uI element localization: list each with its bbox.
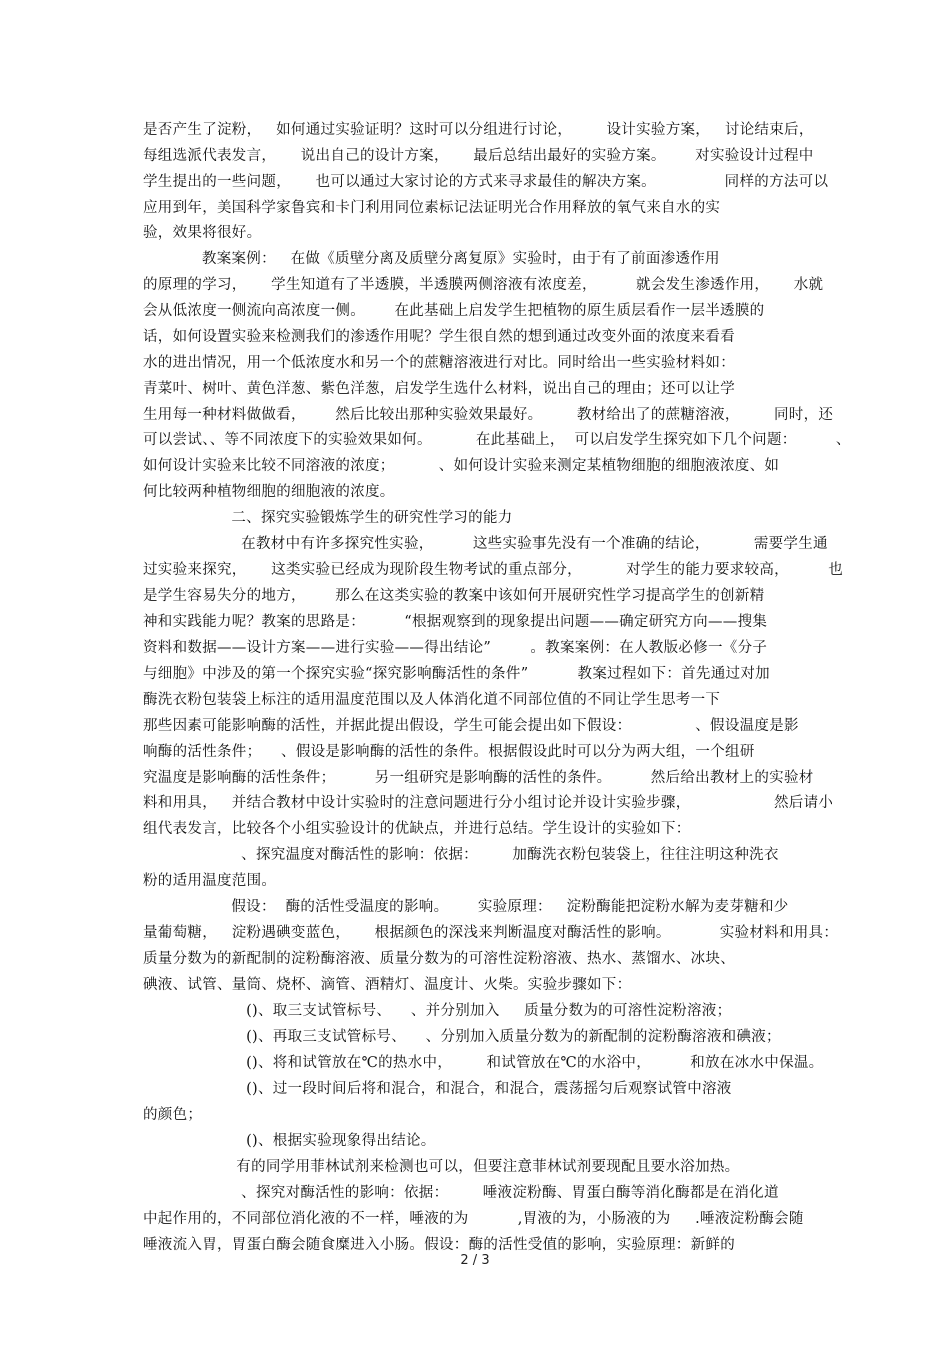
text-line: 假设： 酶的活性受温度的影响。 实验原理： 淀粉酶能把淀粉水解为麦芽糖和少 bbox=[143, 899, 789, 915]
text-line: 与细胞》中涉及的第一个探究实验“探究影响酶活性的条件” 教案过程如下：首先通过对加 bbox=[143, 666, 770, 682]
page-number: 2 / 3 bbox=[460, 1253, 490, 1268]
text-line: 中起作用的，不同部位消化液的不一样，唾液的为 ,胃液的为，小肠液的为 .唾液淀粉酶会随 bbox=[143, 1211, 804, 1227]
text-line: 究温度是影响酶的活性条件； 另一组研究是影响酶的活性的条件。 然后给出教材上的实验材 bbox=[143, 770, 814, 786]
text-line: 应用到年，美国科学家鲁宾和卡门利用同位素标记法证明光合作用释放的氧气来自水的实 bbox=[143, 200, 721, 216]
text-line: 质量分数为的新配制的淀粉酶溶液、质量分数为的可溶性淀粉溶液、热水、蒸馏水、冰块、 bbox=[143, 951, 735, 967]
text-line: 生用每一种材料做做看， 然后比较出那种实验效果最好。 教材给出了的蔗糖溶液， 同时，还 bbox=[143, 407, 834, 423]
text-line: 如何设计实验来比较不同溶液的浓度； 、如何设计实验来测定某植物细胞的细胞液浓度、如 bbox=[143, 458, 780, 474]
text-line: 唾液流入胃，胃蛋白酶会随食糜进入小肠。假设：酶的活性受值的影响，实验原理：新鲜的 bbox=[143, 1237, 735, 1253]
text-line: 是学生容易失分的地方， 那么在这类实验的教案中该如何开展研究性学习提高学生的创新精 bbox=[143, 588, 765, 604]
text-line: 碘液、试管、量筒、烧杯、滴管、酒精灯、温度计、火柴。实验步骤如下： bbox=[143, 977, 632, 993]
text-line: 过实验来探究， 这类实验已经成为现阶段生物考试的重点部分， 对学生的能力要求较高， 也 bbox=[143, 562, 843, 578]
text-line: 是否产生了淀粉， 如何通过实验证明？这时可以分组进行讨论， 设计实验方案， 讨论结束后， bbox=[143, 122, 814, 138]
text-line: 教案案例： 在做《质壁分离及质壁分离复原》实验时，由于有了前面渗透作用 bbox=[143, 251, 720, 267]
text-line: ()、取三支试管标号、 、并分别加入 质量分数为的可溶性淀粉溶液； bbox=[143, 1003, 732, 1019]
text-line: 那些因素可能影响酶的活性，并据此提出假设，学生可能会提出如下假设： 、假设温度是影 bbox=[143, 718, 799, 734]
text-line: 量葡萄糖， 淀粉遇碘变蓝色， 根据颜色的深浅来判断温度对酶活性的影响。 实验材料和用具： bbox=[143, 925, 839, 941]
text-line: 响酶的活性条件； 、假设是影响酶的活性的条件。根据假设此时可以分为两大组，一个组研 bbox=[143, 744, 755, 760]
text-line: 验，效果将很好。 bbox=[143, 225, 262, 241]
text-line: 粉的适用温度范围。 bbox=[143, 873, 277, 889]
text-line: 二、探究实验锻炼学生的研究性学习的能力 bbox=[143, 510, 513, 526]
text-line: 的原理的学习， 学生知道有了半透膜，半透膜两侧溶液有浓度差， 就会发生渗透作用， 水就 bbox=[143, 277, 824, 293]
text-line: ()、再取三支试管标号、 、分别加入质量分数为的新配制的淀粉酶溶液和碘液； bbox=[143, 1029, 781, 1045]
text-line: 水的进出情况，用一个低浓度水和另一个的蔗糖溶液进行对比。同时给出一些实验材料如： bbox=[143, 355, 735, 371]
text-line: 神和实践能力呢？教案的思路是： “根据观察到的现象提出问题——确定研究方向——搜集 bbox=[143, 614, 768, 630]
text-line: 在教材中有许多探究性实验， 这些实验事先没有一个准确的结论， 需要学生通 bbox=[143, 536, 828, 552]
text-line: 会从低浓度一侧流向高浓度一侧。 在此基础上启发学生把植物的原生质层看作一层半透膜的 bbox=[143, 303, 765, 319]
text-line: ()、将和试管放在℃的热水中， 和试管放在℃的水浴中， 和放在冰水中保温。 bbox=[143, 1055, 824, 1071]
text-line: 何比较两种植物细胞的细胞液的浓度。 bbox=[143, 484, 395, 500]
text-line: 有的同学用菲林试剂来检测也可以，但要注意菲林试剂要现配且要水浴加热。 bbox=[143, 1159, 740, 1175]
text-line: 酶洗衣粉包装袋上标注的适用温度范围以及人体消化道不同部位值的不同让学生思考一下 bbox=[143, 692, 721, 708]
text-line: 、探究温度对酶活性的影响：依据： 加酶洗衣粉包装袋上，往往注明这种洗衣 bbox=[143, 847, 779, 863]
text-line: 话，如何设置实验来检测我们的渗透作用呢？学生很自然的想到通过改变外面的浓度来看看 bbox=[143, 329, 735, 345]
text-line: 每组选派代表发言， 说出自己的设计方案， 最后总结出最好的实验方案。 对实验设计过程中 bbox=[143, 148, 814, 164]
text-line: 资料和数据——设计方案——进行实验——得出结论” 。教案案例：在人教版必修一《分子 bbox=[143, 640, 768, 656]
text-line: 青菜叶、树叶、黄色洋葱、紫色洋葱，启发学生选什么材料，说出自己的理由；还可以让学 bbox=[143, 381, 735, 397]
text-line: 的颜色； bbox=[143, 1107, 203, 1123]
text-line: 料和用具， 并结合教材中设计实验时的注意问题进行分小组讨论并设计实验步骤， 然后请小 bbox=[143, 795, 834, 811]
text-line: 组代表发言，比较各个小组实验设计的优缺点，并进行总结。学生设计的实验如下： bbox=[143, 821, 691, 837]
text-line: 学生提出的一些问题， 也可以通过大家讨论的方式来寻求最佳的解决方案。 同样的方法可以 bbox=[143, 174, 829, 190]
text-line: 、探究对酶活性的影响：依据： 唾液淀粉酶、胃蛋白酶等消化酶都是在消化道 bbox=[143, 1185, 779, 1201]
text-line: ()、过一段时间后将和混合，和混合，和混合，震荡摇匀后观察试管中溶液 bbox=[143, 1081, 732, 1097]
text-line: ()、根据实验现象得出结论。 bbox=[143, 1133, 436, 1149]
text-line: 可以尝试、、等不同浓度下的实验效果如何。 在此基础上， 可以启发学生探究如下几个问题： 、 bbox=[143, 432, 851, 448]
